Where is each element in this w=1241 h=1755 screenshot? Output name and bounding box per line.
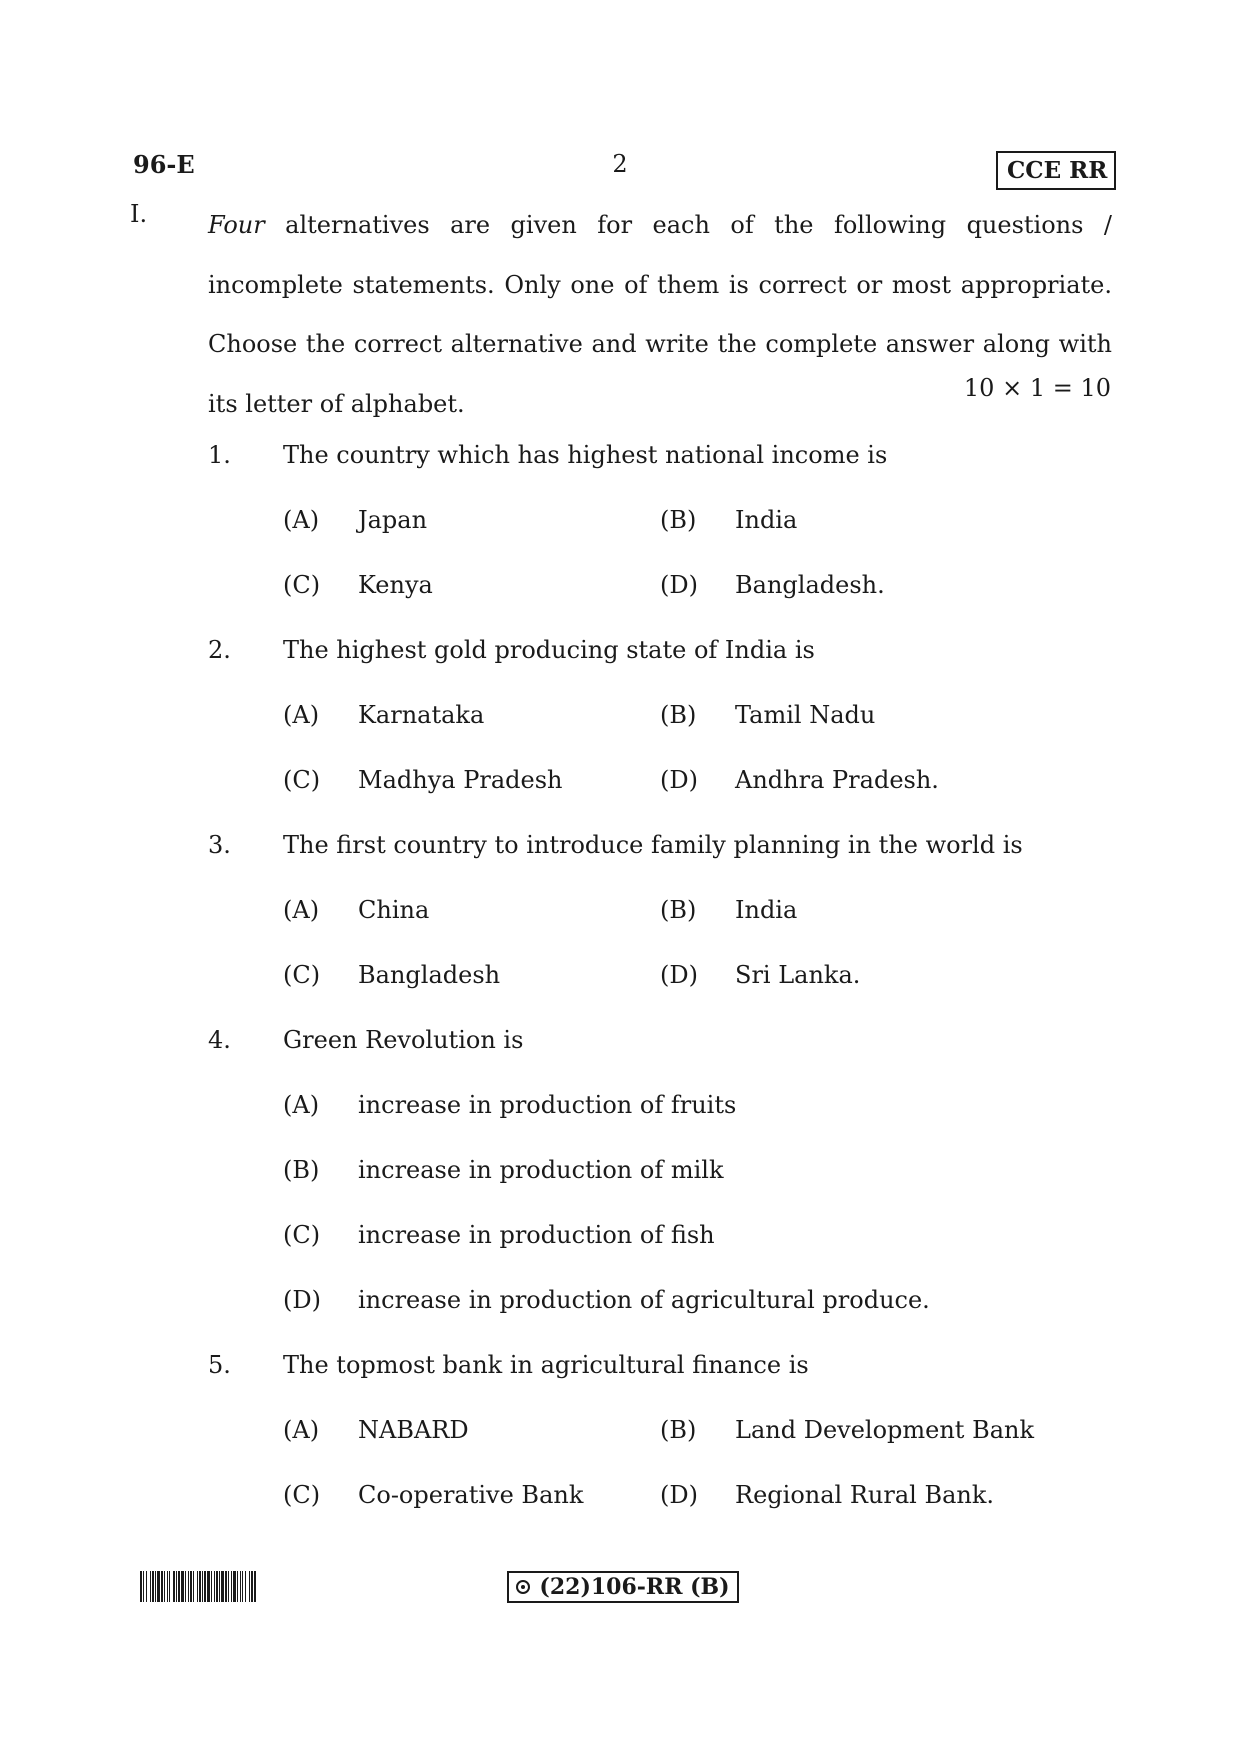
question-text: The topmost bank in agricultural finance is	[283, 1351, 809, 1379]
option-label: (A)	[283, 896, 320, 924]
series-badge: CCE RR	[996, 151, 1116, 190]
question-text: The highest gold producing state of India is	[283, 636, 815, 664]
option-label: (B)	[283, 1156, 320, 1184]
footer-paper-code	[507, 1571, 739, 1603]
option-text: NABARD	[358, 1416, 469, 1444]
option-label: (A)	[283, 701, 320, 729]
option-text: increase in production of fruits	[358, 1091, 737, 1119]
option-label: (A)	[283, 1416, 320, 1444]
question-number: 3.	[208, 831, 231, 859]
option-label: (C)	[283, 571, 321, 599]
question-number: 5.	[208, 1351, 231, 1379]
option-text: Kenya	[358, 571, 433, 599]
option-text: Japan	[358, 506, 428, 534]
option-text: India	[735, 506, 798, 534]
copyright-seal-icon	[516, 1580, 530, 1594]
option-label: (C)	[283, 961, 321, 989]
option-label: (D)	[660, 1481, 698, 1509]
option-label: (D)	[660, 766, 698, 794]
option-text: Bangladesh	[358, 961, 501, 989]
section-number: I.	[130, 200, 148, 228]
footer-code-text: (22)106-RR (B)	[539, 1574, 730, 1600]
option-label: (C)	[283, 766, 321, 794]
option-label: (C)	[283, 1221, 321, 1249]
option-text: China	[358, 896, 430, 924]
option-label: (B)	[660, 1416, 697, 1444]
option-label: (D)	[283, 1286, 321, 1314]
marks-allocation: 10 × 1 = 10	[963, 374, 1111, 402]
question-number: 4.	[208, 1026, 231, 1054]
option-text: India	[735, 896, 798, 924]
option-text: Land Development Bank	[735, 1416, 1035, 1444]
option-label: (D)	[660, 961, 698, 989]
paper-code: 96-E	[133, 150, 195, 179]
option-text: Karnataka	[358, 701, 485, 729]
option-label: (A)	[283, 506, 320, 534]
option-text: increase in production of agricultural produce.	[358, 1286, 930, 1314]
option-text: Andhra Pradesh.	[735, 766, 939, 794]
instruction-text: alternatives are given for each of the following questions / incomplete statements. Only one of them is correct or most appropriate. Choose the correct alternative and write the complete answer along with its letter of alphabet.	[208, 211, 1112, 418]
option-label: (C)	[283, 1481, 321, 1509]
option-text: increase in production of fish	[358, 1221, 715, 1249]
option-label: (B)	[660, 506, 697, 534]
option-label: (B)	[660, 701, 697, 729]
option-text: Sri Lanka.	[735, 961, 861, 989]
question-number: 1.	[208, 441, 231, 469]
option-text: Co-operative Bank	[358, 1481, 584, 1509]
option-text: Madhya Pradesh	[358, 766, 563, 794]
option-label: (A)	[283, 1091, 320, 1119]
barcode-icon	[140, 1571, 380, 1602]
page-number: 2	[612, 150, 628, 178]
question-text: Green Revolution is	[283, 1026, 524, 1054]
option-label: (B)	[660, 896, 697, 924]
option-text: Regional Rural Bank.	[735, 1481, 995, 1509]
question-text: The country which has highest national income is	[283, 441, 888, 469]
option-text: Tamil Nadu	[735, 701, 876, 729]
option-text: increase in production of milk	[358, 1156, 724, 1184]
question-text: The first country to introduce family planning in the world is	[283, 831, 1023, 859]
option-text: Bangladesh.	[735, 571, 885, 599]
question-number: 2.	[208, 636, 231, 664]
instruction-lead: Four	[208, 211, 265, 239]
option-label: (D)	[660, 571, 698, 599]
